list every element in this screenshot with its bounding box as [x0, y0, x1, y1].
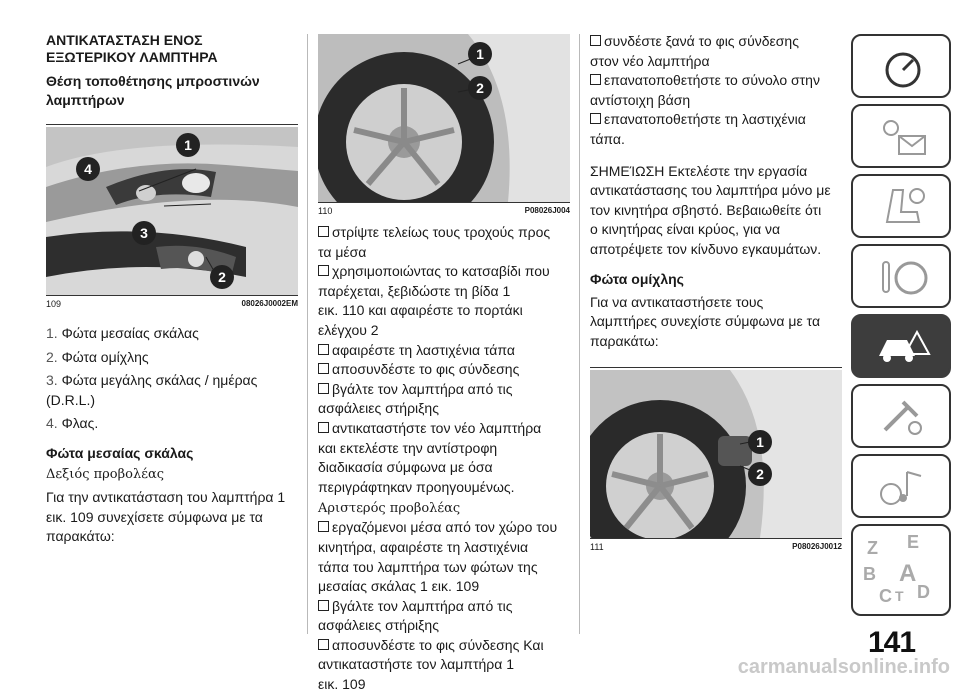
checkbox-icon — [318, 344, 329, 355]
figure-code: 08026J0002EM — [241, 299, 298, 308]
tab-emergency[interactable] — [851, 314, 951, 378]
step-text: ελέγχου 2 — [318, 321, 379, 338]
step-item — [590, 71, 842, 91]
step-continuation — [318, 399, 570, 419]
car-front-illustration — [46, 127, 298, 295]
step-continuation — [590, 52, 842, 72]
maintenance-icon — [873, 392, 933, 442]
callout-1: 1 — [176, 133, 200, 157]
step-text: επανατοποθετήστε τη λαστιχένια — [604, 111, 806, 128]
step-continuation — [318, 577, 570, 597]
tab-maintenance[interactable] — [851, 384, 951, 448]
figure-code: P08026J004 — [524, 206, 570, 215]
emergency-icon — [873, 322, 933, 372]
checkbox-icon — [318, 639, 329, 650]
step-text: αντικαταστήστε τον λαμπτήρα 1 — [318, 656, 515, 673]
list-item: 1. Φώτα μεσαίας σκάλας — [46, 325, 199, 341]
fog-light-illustration — [590, 370, 842, 538]
subsection-title-line-2: λαμπτήρων — [46, 92, 125, 108]
step-text: αντικαταστήστε τον νέο λαμπτήρα — [332, 419, 542, 436]
checkbox-icon — [590, 74, 601, 85]
column-2 — [318, 0, 570, 695]
step-continuation — [318, 538, 570, 558]
tab-starting-driving[interactable] — [851, 244, 951, 308]
figure-111-fog-light — [590, 370, 842, 538]
dashboard-icon — [873, 42, 933, 92]
checkbox-icon — [590, 113, 601, 124]
step-item — [590, 110, 842, 130]
callout-1: 1 — [748, 430, 772, 454]
figure-109-caption — [46, 295, 298, 310]
step-text: μεσαίας σκάλας 1 εικ. 109 — [318, 578, 480, 595]
tab-seat-safety[interactable] — [851, 174, 951, 238]
step-continuation — [318, 558, 570, 578]
step-text: κινητήρα, αφαιρέστε τη λαστιχένια — [318, 538, 529, 555]
step-item — [318, 518, 570, 538]
list-item: 3. Φώτα μεγάλης σκάλας / ημέρας — [46, 372, 258, 389]
callout-2: 2 — [468, 76, 492, 100]
list-item: 2. Φώτα ομίχλης — [46, 348, 149, 365]
wheel-arch-illustration — [318, 34, 570, 202]
column-divider-1 — [307, 34, 308, 634]
step-text: εικ. 109 — [318, 676, 366, 693]
callout-2: 2 — [748, 462, 772, 486]
bulb-position-list — [46, 324, 298, 434]
callout-3: 3 — [132, 221, 156, 245]
figure-top-rule — [590, 367, 842, 368]
step-text: ασφάλειες στήριξης — [318, 400, 439, 417]
right-headlight-label: Δεξιός προβολέας — [46, 466, 165, 482]
column-3 — [590, 0, 842, 553]
watermark: carmanualsonline.info — [737, 656, 950, 678]
step-text: περιγράφτηκαν προηγουμένως. — [318, 478, 515, 495]
figure-110-wheel-arch — [318, 34, 570, 202]
subsection-title-line-1: Θέση τοποθέτησης μπροστινών — [46, 73, 260, 89]
step-continuation — [590, 130, 842, 150]
step-item — [318, 597, 570, 617]
step-item — [318, 360, 570, 380]
figure-number: 111 — [590, 542, 604, 553]
figure-top-rule — [46, 124, 298, 125]
tab-index[interactable] — [851, 524, 951, 616]
step-item — [590, 32, 842, 52]
step-text: τάπα του λαμπτήρα των φώτων της — [318, 558, 538, 575]
step-continuation — [318, 478, 570, 498]
step-text: παρέχεται, ξεβιδώστε τη βίδα 1 — [318, 282, 511, 299]
step-text: αφαιρέστε τη λαστιχένια τάπα — [332, 341, 515, 358]
step-item — [318, 636, 570, 656]
note-paragraph: ΣΗΜΕΊΩΣΗ Εκτελέστε την εργασία αντικατάστασης του λαμπτήρα μόνο με τον κινητήρα σβηστό. Βεβαιωθείτε ότι ο κινητήρας είναι κρύος, για να αποτρέψετε τον κίνδυνο εγκαυμάτων. — [590, 162, 831, 257]
step-continuation — [318, 243, 570, 263]
column-divider-2 — [579, 34, 580, 634]
fog-lights-heading: Φώτα ομίχλης — [590, 270, 684, 287]
step-item — [318, 380, 570, 400]
step-text: ασφάλειες στήριξης — [318, 617, 439, 634]
step-text: τα μέσα — [318, 243, 367, 260]
figure-number: 109 — [46, 299, 62, 309]
step-text: εικ. 110 και αφαιρέστε το πορτάκι — [318, 302, 523, 319]
tab-warning-lights[interactable] — [851, 104, 951, 168]
figure-111-caption — [590, 538, 842, 553]
list-item: (D.R.L.) — [46, 391, 95, 408]
step-text: αποσυνδέστε το φις σύνδεσης Και — [332, 636, 544, 653]
step-text: στρίψτε τελείως τους τροχούς προς — [332, 224, 551, 240]
step-item — [318, 419, 570, 439]
section-title-line-2: ΕΞΩΤΕΡΙΚΟΥ ΛΑΜΠΤΗΡΑ — [46, 49, 218, 65]
step-continuation — [318, 301, 570, 321]
index-icon: Z E B A C T D — [863, 532, 930, 606]
step-continuation — [318, 616, 570, 636]
step-text: συνδέστε ξανά το φις σύνδεσης — [604, 33, 799, 49]
warning-lights-icon — [873, 112, 933, 162]
seat-safety-icon — [873, 182, 933, 232]
step-text: βγάλτε τον λαμπτήρα από τις — [332, 597, 513, 614]
fog-lights-paragraph: Για να αντικαταστήσετε τους λαμπτήρες συνεχίστε σύμφωνα με τα παρακάτω: — [590, 293, 821, 349]
column-1 — [46, 0, 298, 547]
checkbox-icon — [318, 265, 329, 276]
callout-1: 1 — [468, 42, 492, 66]
checkbox-icon — [318, 521, 329, 532]
step-continuation — [318, 321, 570, 341]
callout-2: 2 — [210, 265, 234, 289]
left-headlight-label: Αριστερός προβολέας — [318, 501, 461, 517]
checkbox-icon — [318, 383, 329, 394]
section-title-line-1: ΑΝΤΙΚΑΤΑΣΤΑΣΗ ΕΝΟΣ — [46, 32, 203, 48]
step-continuation — [318, 282, 570, 302]
step-text: διαδικασία σύμφωνα με όσα — [318, 459, 493, 476]
step-text: και εκτελέστε την αντίστροφη — [318, 439, 498, 456]
checkbox-icon — [318, 363, 329, 374]
step-text: αντίστοιχη βάση — [590, 91, 691, 108]
callout-4: 4 — [76, 157, 100, 181]
step-text: εργαζόμενοι μέσα από τον χώρο του — [332, 519, 558, 536]
step-text: τάπα. — [590, 130, 625, 147]
figure-110-caption — [318, 202, 570, 217]
starting-driving-icon — [873, 252, 933, 302]
figure-109-headlight — [46, 127, 298, 295]
step-item — [318, 341, 570, 361]
low-beam-heading: Φώτα μεσαίας σκάλας — [46, 444, 194, 461]
checkbox-icon — [318, 226, 329, 237]
step-text: βγάλτε τον λαμπτήρα από τις — [332, 380, 513, 397]
reassembly-steps — [590, 32, 842, 150]
step-continuation — [318, 458, 570, 478]
low-beam-paragraph: Για την αντικατάσταση του λαμπτήρα 1 εικ. 109 συνεχίσετε σύμφωνα με τα παρακάτω: — [46, 488, 286, 545]
checkbox-icon — [590, 35, 601, 46]
multimedia-icon — [873, 462, 933, 512]
figure-code: P08026J0012 — [792, 542, 842, 552]
figure-number: 110 — [318, 206, 333, 216]
checkbox-icon — [318, 422, 329, 433]
step-continuation — [590, 91, 842, 111]
step-continuation — [318, 439, 570, 459]
checkbox-icon — [318, 600, 329, 611]
right-headlight-steps — [318, 223, 570, 497]
step-text: επανατοποθετήστε το σύνολο στην — [604, 72, 820, 89]
list-item: 4. Φλας. — [46, 415, 99, 432]
tab-dashboard[interactable] — [851, 34, 951, 98]
step-text: αποσυνδέστε το φις σύνδεσης — [332, 361, 520, 378]
tab-multimedia[interactable] — [851, 454, 951, 518]
step-text: χρησιμοποιώντας το κατσαβίδι που — [332, 263, 550, 280]
step-item — [318, 223, 570, 243]
step-item — [318, 262, 570, 282]
page-number: 141 — [868, 626, 916, 659]
step-text: στον νέο λαμπτήρα — [590, 52, 710, 69]
